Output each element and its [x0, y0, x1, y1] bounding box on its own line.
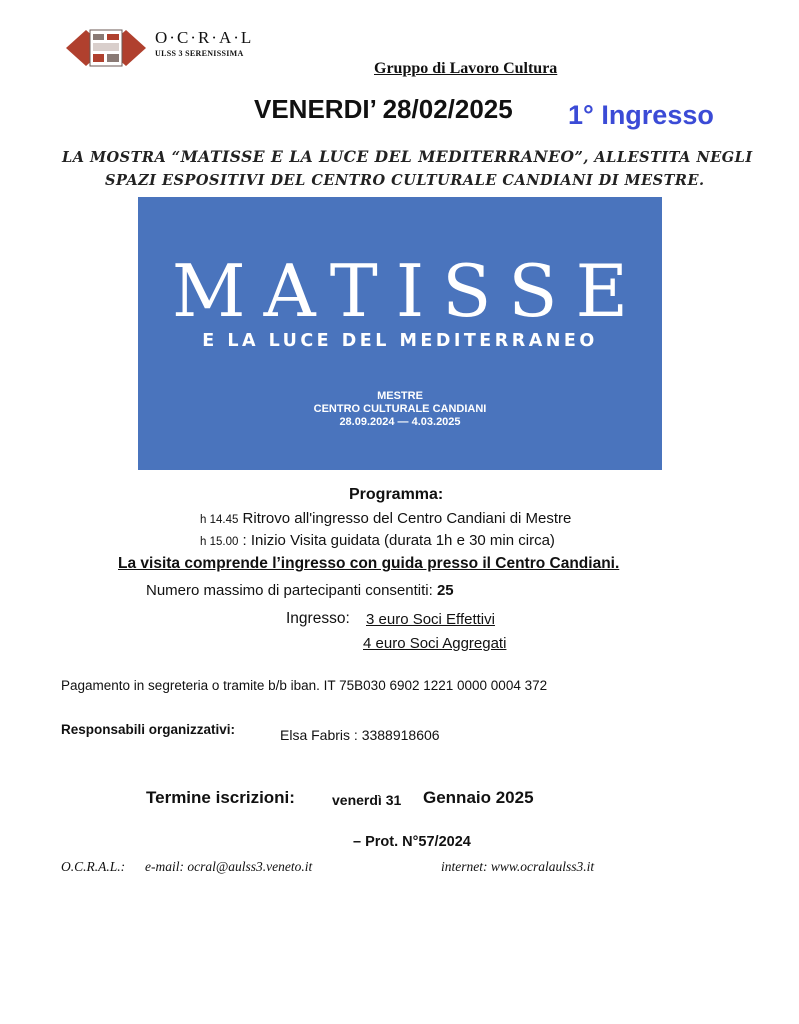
- logo-name: O·C·R·A·L: [155, 28, 254, 47]
- event-date-title: VENERDI’ 28/02/2025: [254, 94, 513, 124]
- max-participants-label: Numero massimo di partecipanti consentiti:: [146, 582, 433, 599]
- group-title: Gruppo di Lavoro Cultura: [374, 60, 558, 77]
- visit-note: La visita comprende l’ingresso con guida presso il Centro Candiani.: [118, 555, 620, 572]
- logo-subtitle: ULSS 3 SERENISSIMA: [155, 49, 244, 58]
- ingresso-label: Ingresso:: [286, 610, 350, 627]
- entry-label: 1° Ingresso: [568, 100, 714, 130]
- poster-subtitle: E LA LUCE DEL MEDITERRANEO: [202, 331, 598, 351]
- deadline-date: Gennaio 2025: [423, 788, 534, 807]
- program-item: [200, 510, 571, 527]
- price-aggregated: 4 euro Soci Aggregati: [363, 635, 507, 652]
- intro-line-1: [62, 147, 753, 166]
- max-participants-value: 25: [436, 582, 454, 599]
- program-item-time: h 14.45: [200, 514, 239, 526]
- payment-info: Pagamento in segreteria o tramite b/b iban. IT 75B030 6902 1221 0000 0004 372: [61, 678, 548, 693]
- program-item-text: Ritrovo all'ingresso del Centro Candiani di Mestre: [242, 510, 572, 527]
- poster-city: MESTRE: [377, 390, 423, 402]
- responsible-label: Responsabili organizzativi:: [61, 722, 236, 737]
- ocral-logo-mark-icon: [66, 26, 146, 70]
- deadline-label: Termine iscrizioni:: [146, 788, 295, 807]
- intro-line-1-pre: LA MOSTRA “: [62, 149, 181, 166]
- footer-org: O.C.R.A.L.:: [61, 859, 126, 874]
- intro-line-1-post: ”, ALLESTITA NEGLI: [574, 149, 753, 166]
- protocol-number: – Prot. N°57/2024: [353, 834, 471, 850]
- responsible-name: Elsa Fabris : 3388918606: [280, 727, 440, 743]
- program-item: [200, 532, 555, 549]
- program-item-time: h 15.00: [200, 536, 239, 548]
- program-heading: Programma:: [349, 486, 444, 503]
- price-members: 3 euro Soci Effettivi: [366, 611, 495, 628]
- deadline-day: venerdì 31: [332, 792, 402, 808]
- intro-exhibition-name: MATISSE E LA LUCE DEL MEDITERRANEO: [180, 147, 575, 166]
- program-item-text: : Inizio Visita guidata (durata 1h e 30 min circa): [242, 532, 555, 549]
- footer-email: e-mail: ocral@aulss3.veneto.it: [145, 859, 313, 874]
- poster-venue: CENTRO CULTURALE CANDIANI: [313, 403, 487, 415]
- exhibition-poster: [138, 197, 662, 470]
- ocral-logo: [66, 26, 146, 70]
- poster-dates: 28.09.2024 — 4.03.2025: [339, 416, 461, 428]
- intro-line-2: SPAZI ESPOSITIVI DEL CENTRO CULTURALE CANDIANI DI MESTRE.: [105, 172, 705, 189]
- poster-title: MATISSE: [171, 249, 647, 333]
- max-participants: [146, 582, 454, 599]
- footer-website: internet: www.ocralaulss3.it: [441, 859, 595, 874]
